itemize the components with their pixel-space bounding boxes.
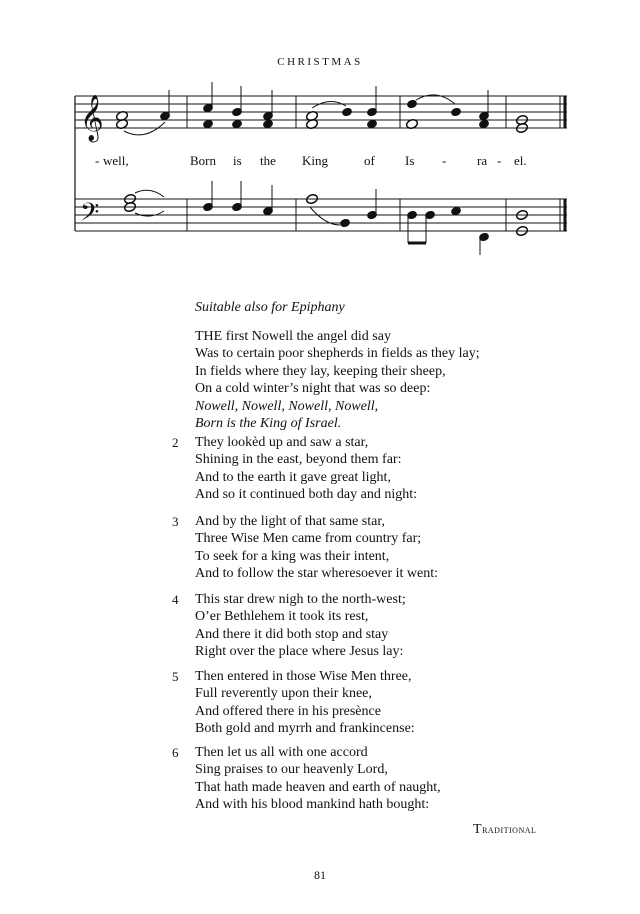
verse-number: 3 (172, 514, 179, 529)
verse-line: THE first Nowell the angel did say (195, 329, 391, 344)
lyric-syllable: - (95, 153, 100, 168)
verse-line: That hath made heaven and earth of naught, (195, 779, 441, 795)
verse-number: 4 (172, 592, 179, 607)
verse-line: In fields where they lay, keeping their sheep, (195, 363, 446, 379)
attribution: Traditional (473, 822, 537, 837)
lyric-syllable: Is (405, 153, 415, 168)
page-number: 81 (314, 868, 326, 882)
verse-number: 5 (172, 669, 179, 684)
verse-line: And by the light of that same star, (195, 514, 385, 529)
verse-line: Was to certain poor shepherds in fields as they lay; (195, 346, 480, 362)
verse-refrain-line: Nowell, Nowell, Nowell, Nowell, (195, 398, 379, 414)
verse-line: And with his blood mankind hath bought: (195, 797, 430, 813)
verse-line: This star drew nigh to the north-west; (195, 592, 406, 607)
verse-line: O’er Bethlehem it took its rest, (195, 609, 369, 625)
verse-line: And there it did both stop and stay (195, 626, 389, 642)
verse-line: They lookèd up and saw a star, (195, 435, 369, 450)
verse-line: And offered there in his presènce (195, 703, 381, 719)
lyric-syllable: the (260, 153, 276, 168)
lyric-syllable: well, (103, 153, 129, 168)
verse-number: 2 (172, 435, 179, 450)
verse-line: On a cold winter’s night that was so deep: (195, 381, 431, 397)
lyric-syllable: Born (190, 153, 216, 168)
lyric-syllable: ra (477, 153, 488, 168)
verse-line: And to follow the star wheresoever it went: (195, 566, 438, 582)
verse-line: Sing praises to our heavenly Lord, (195, 762, 388, 778)
treble-clef-icon: 𝄞 (80, 95, 104, 141)
verse-5 (172, 668, 415, 738)
section-heading: CHRISTMAS (277, 56, 363, 68)
lyric-syllable: of (364, 153, 375, 168)
verse-line: Both gold and myrrh and frankincense: (195, 721, 415, 737)
verse-refrain-line: Born is the King of Israel. (195, 416, 342, 432)
verse-line: Shining in the east, beyond them far: (195, 452, 402, 468)
verse-1 (195, 328, 480, 432)
verse-4 (172, 591, 406, 661)
lyric-syllable: - (497, 153, 502, 168)
verse-line: Three Wise Men came from country far; (195, 531, 422, 547)
lyric-syllable: King (302, 153, 328, 168)
verse-line: And so it continued both day and night: (195, 487, 418, 503)
verse-3 (172, 513, 438, 583)
verse-2 (172, 434, 418, 504)
verse-line: To seek for a king was their intent, (195, 548, 390, 564)
lyric-syllable: - (442, 153, 447, 168)
verse-line: Right over the place where Jesus lay: (195, 644, 404, 660)
lyric-syllable: is (233, 153, 242, 168)
bass-clef-icon: 𝄢 (80, 198, 100, 233)
music-score (0, 0, 640, 270)
verse-line: Full reverently upon their knee, (195, 686, 372, 702)
verse-line: Then let us all with one accord (195, 745, 368, 760)
verse-6 (172, 744, 441, 814)
verse-line: And to the earth it gave great light, (195, 469, 391, 485)
verse-line: Then entered in those Wise Men three, (195, 669, 412, 684)
lyric-syllable: el. (514, 153, 527, 168)
verse-number: 6 (172, 745, 179, 760)
hymn-subtitle: Suitable also for Epiphany (195, 300, 345, 315)
